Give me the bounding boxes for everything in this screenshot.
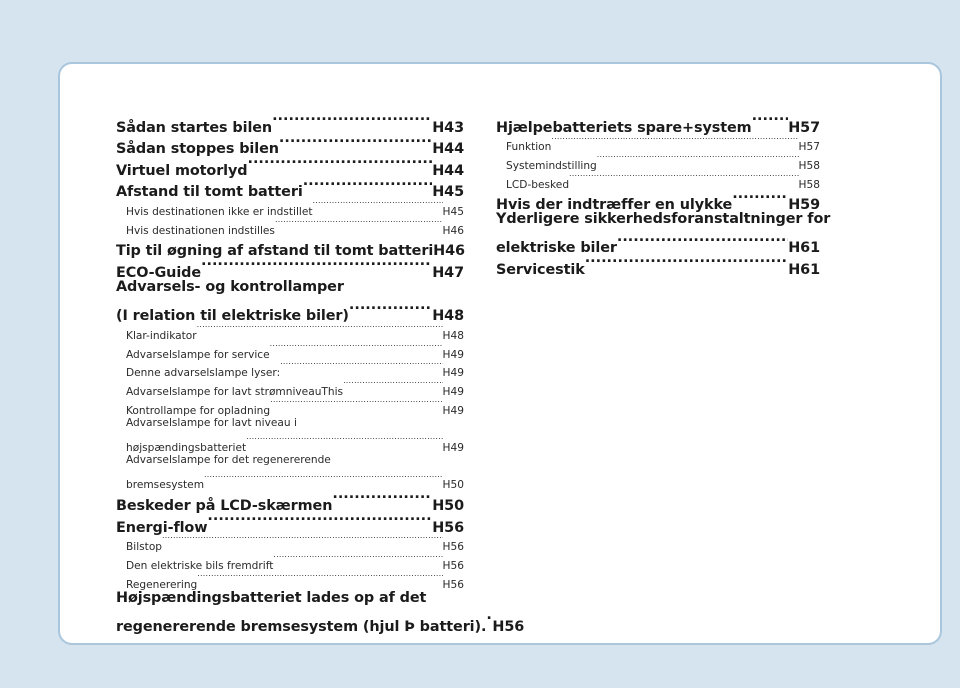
toc-entry[interactable]: ECO-Guide ..... H47 <box>116 255 464 277</box>
toc-subentry[interactable]: bremsesystem ..... H50 <box>116 470 464 489</box>
toc-subentry[interactable]: Denne advarselslampe lyser: ..... H49 <box>116 358 464 377</box>
toc-subentry[interactable]: Systemindstilling ..... H58 <box>496 150 820 169</box>
toc-subentry-title-line[interactable]: Advarselslampe for det regenererende <box>126 453 331 466</box>
toc-subentry[interactable]: Advarselslampe for service ..... H49 <box>116 339 464 358</box>
toc-entry[interactable]: (I relation til elektriske biler) ..... H48 <box>116 299 464 321</box>
toc-entry[interactable]: Afstand til tomt batteri ..... H45 <box>116 175 464 197</box>
toc-subentry[interactable]: Funktion ..... H57 <box>496 132 820 151</box>
toc-entry[interactable]: elektriske biler ..... H61 <box>496 231 820 253</box>
toc-entry[interactable]: Servicestik ..... H61 <box>496 252 820 274</box>
toc-subentry[interactable]: Regenerering ..... H56 <box>116 569 464 588</box>
toc-subentry-title-line[interactable]: Advarselslampe for lavt niveau i <box>126 416 297 429</box>
toc-entry[interactable]: Energi-flow ..... H56 <box>116 510 464 532</box>
toc-subentry[interactable]: Bilstop ..... H56 <box>116 532 464 551</box>
toc-page <box>58 62 942 645</box>
toc-subentry[interactable]: højspændingsbatteriet ..... H49 <box>116 432 464 451</box>
toc-entry[interactable]: Sådan startes bilen ..... H43 <box>116 110 464 132</box>
toc-entry[interactable]: Beskeder på LCD-skærmen ..... H50 <box>116 488 464 510</box>
toc-left-column <box>116 110 525 635</box>
toc-subentry[interactable]: Den elektriske bils fremdrift ..... H56 <box>116 550 464 569</box>
toc-subentry[interactable]: Kontrollampe for opladning ..... H49 <box>116 395 464 414</box>
toc-entry-title-line[interactable]: Højspændingsbatteriet lades op af det <box>116 589 427 606</box>
toc-subentry[interactable]: Hvis destinationen indstilles ..... H46 <box>116 215 464 234</box>
toc-right-column <box>496 110 831 279</box>
toc-entry[interactable]: Hjælpebatteriets spare+system ..... H57 <box>496 110 820 132</box>
toc-entry[interactable]: Virtuel motorlyd ..... H44 <box>116 153 464 175</box>
toc-subentry[interactable]: Hvis destinationen ikke er indstillet ..... H45 <box>116 196 464 215</box>
toc-subentry[interactable]: Klar-indikator ..... H48 <box>116 320 464 339</box>
toc-subentry[interactable]: Advarselslampe for lavt strømniveauThis ..... H49 <box>116 376 464 395</box>
toc-subentry[interactable]: LCD-besked ..... H58 <box>496 169 820 188</box>
toc-entry-title-line[interactable]: Advarsels- og kontrollamper <box>116 278 344 295</box>
toc-entry[interactable]: Hvis der indtræffer en ulykke ..... H59 <box>496 188 820 210</box>
toc-entry-title-line[interactable]: Yderligere sikkerhedsforanstaltninger for <box>496 211 831 228</box>
toc-entry[interactable]: Sådan stoppes bilen ..... H44 <box>116 132 464 154</box>
toc-entry[interactable]: Tip til øgning af afstand til tomt batteri H46 <box>116 243 465 260</box>
toc-entry[interactable]: regenererende bremsesystem (hjul Þ batteri). ..... H56 <box>116 609 464 631</box>
